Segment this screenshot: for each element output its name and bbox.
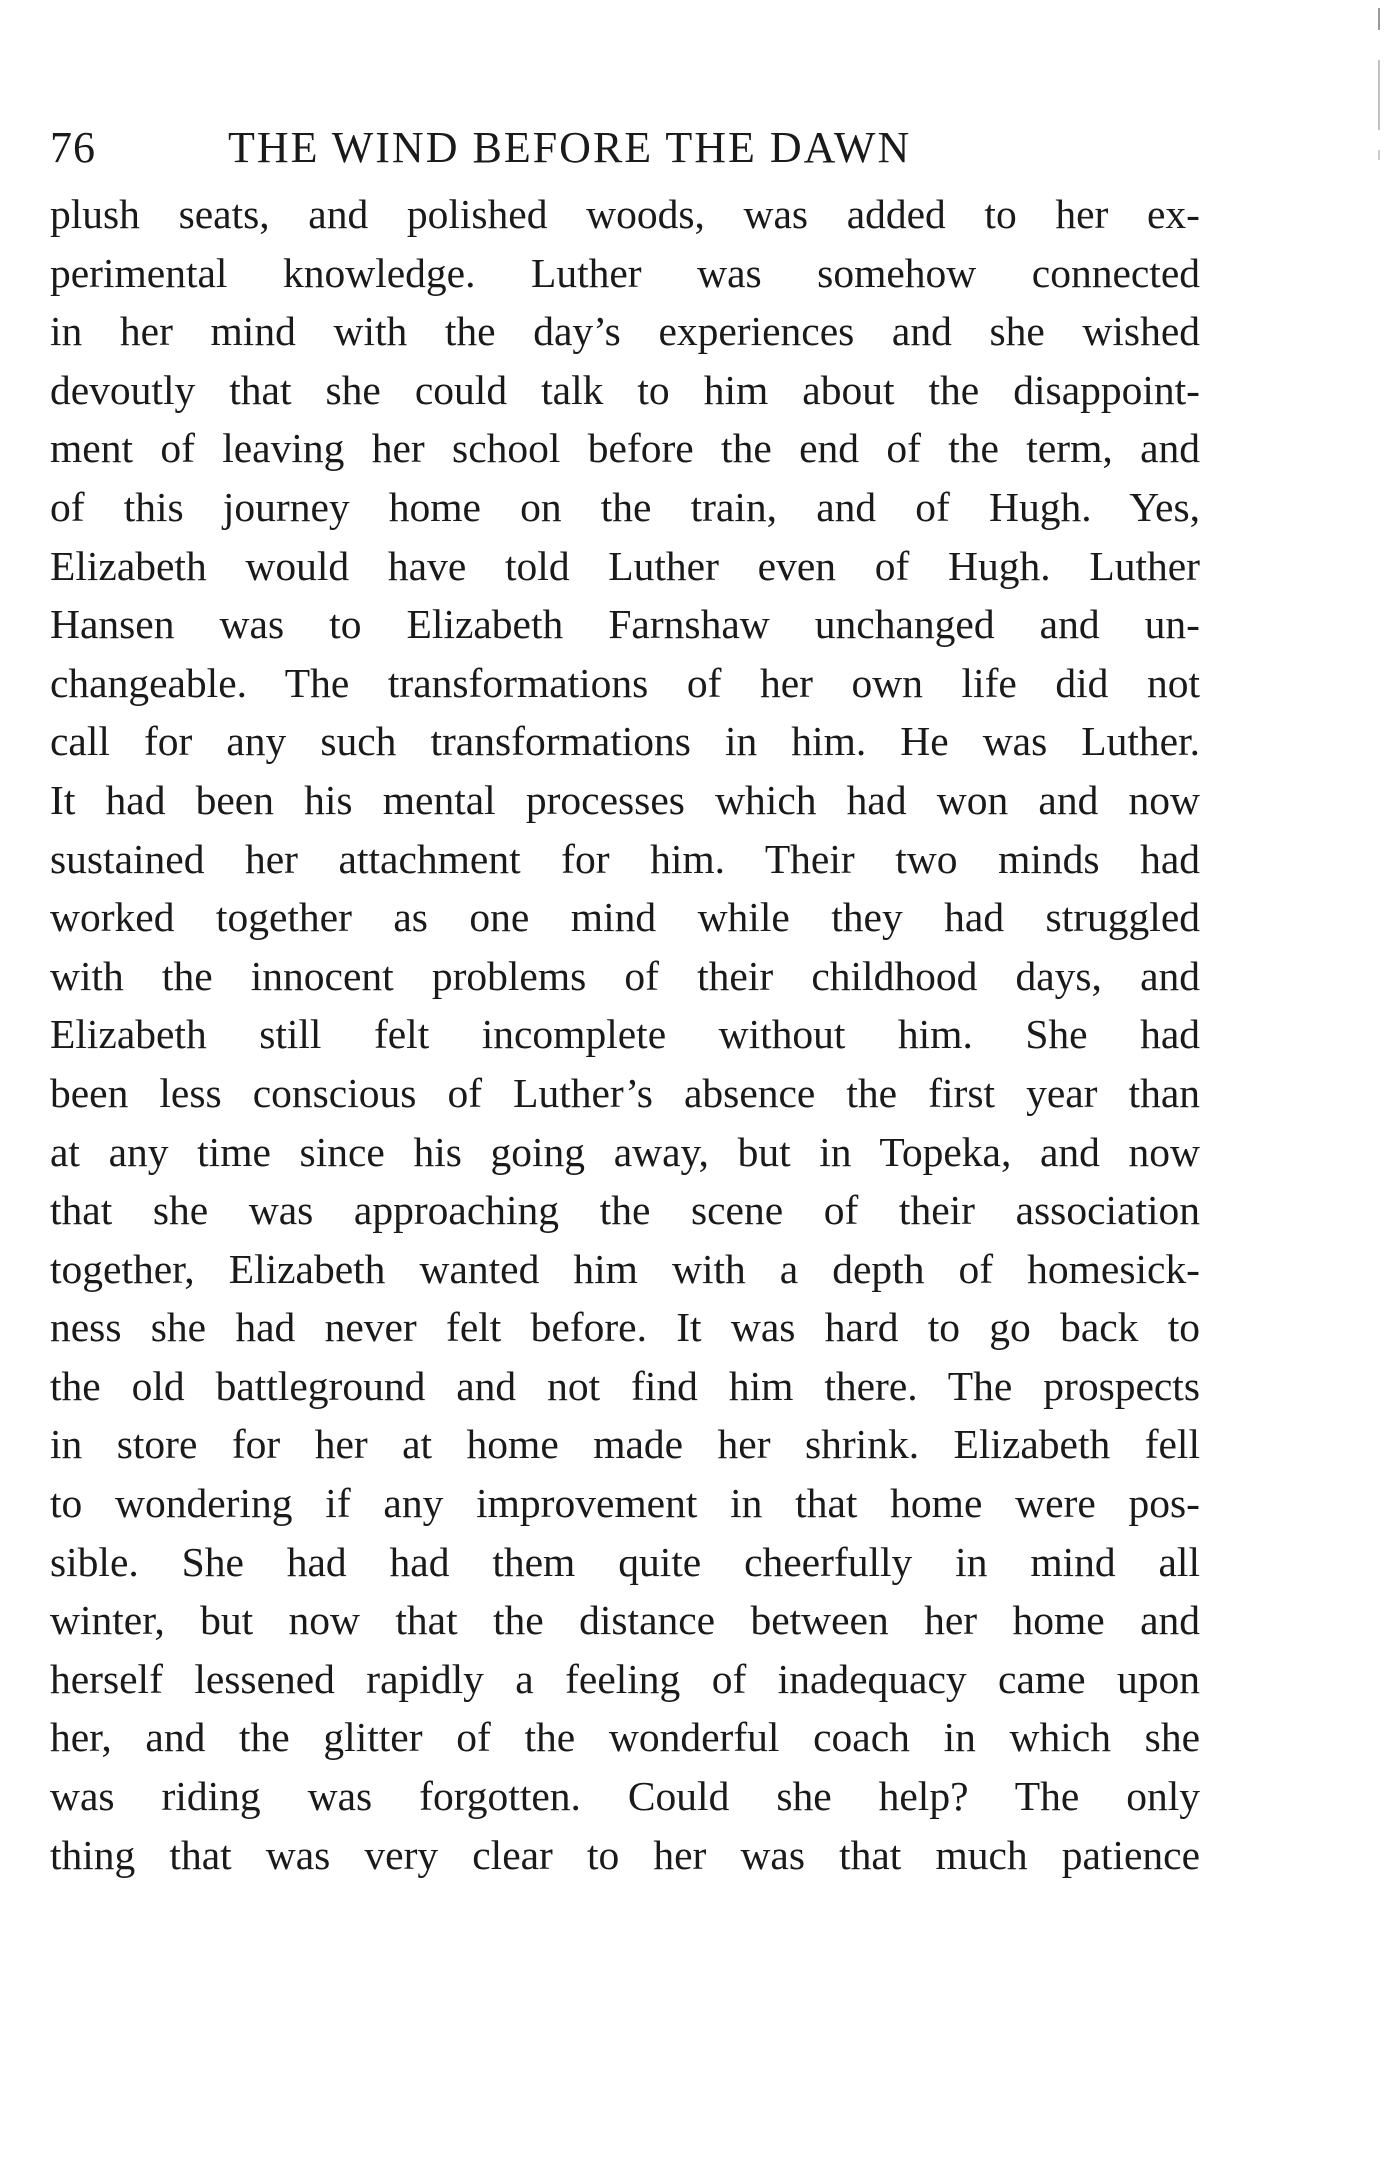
text-line: perimental knowledge. Luther was somehow connected [50,249,1200,296]
text-line: at any time since his going away, but in Topeka, and now [50,1128,1200,1175]
text-line: Elizabeth still felt incomplete without him. She had [50,1011,1200,1058]
text-line: that she was approaching the scene of their association [50,1187,1200,1234]
text-line: devoutly that she could talk to him about the disappoint- [50,366,1200,413]
text-line: was riding was forgotten. Could she help? The only [50,1773,1200,1820]
text-line: ment of leaving her school before the end of the term, and [50,425,1200,472]
page-number: 76 [50,123,96,172]
text-line: It had been his mental processes which had won and now [50,776,1200,823]
text-line: worked together as one mind while they had struggled [50,894,1200,941]
page-edge-mark [1378,150,1380,160]
running-title: THE WIND BEFORE THE DAWN [228,123,912,172]
page-edge-mark [1378,60,1380,130]
text-line: call for any such transformations in him. He was Luther. [50,718,1200,765]
text-line: together, Elizabeth wanted him with a depth of homesick- [50,1245,1200,1292]
text-line: been less conscious of Luther’s absence the first year than [50,1069,1200,1116]
text-line: in her mind with the day’s experiences and she wished [50,308,1200,355]
text-line: ness she had never felt before. It was hard to go back to [50,1304,1200,1351]
text-line: with the innocent problems of their childhood days, and [50,952,1200,999]
body-text [50,185,1200,1884]
running-head [50,118,1200,178]
text-line: winter, but now that the distance between her home and [50,1597,1200,1644]
text-line: of this journey home on the train, and of Hugh. Yes, [50,483,1200,530]
text-line: her, and the glitter of the wonderful coach in which she [50,1714,1200,1761]
text-line: herself lessened rapidly a feeling of inadequacy came upon [50,1655,1200,1702]
text-line: sustained her attachment for him. Their two minds had [50,835,1200,882]
text-line: Elizabeth would have told Luther even of Hugh. Luther [50,542,1200,589]
text-line: thing that was very clear to her was that much patience [50,1831,1200,1878]
text-line: to wondering if any improvement in that home were pos- [50,1480,1200,1527]
page-edge-mark [1378,8,1380,30]
text-line: in store for her at home made her shrink. Elizabeth fell [50,1421,1200,1468]
text-line: sible. She had had them quite cheerfully in mind all [50,1538,1200,1585]
text-line: Hansen was to Elizabeth Farnshaw unchanged and un- [50,601,1200,648]
text-line: changeable. The transformations of her own life did not [50,659,1200,706]
text-line: the old battleground and not find him there. The prospects [50,1362,1200,1409]
text-line: plush seats, and polished woods, was added to her ex- [50,191,1200,237]
